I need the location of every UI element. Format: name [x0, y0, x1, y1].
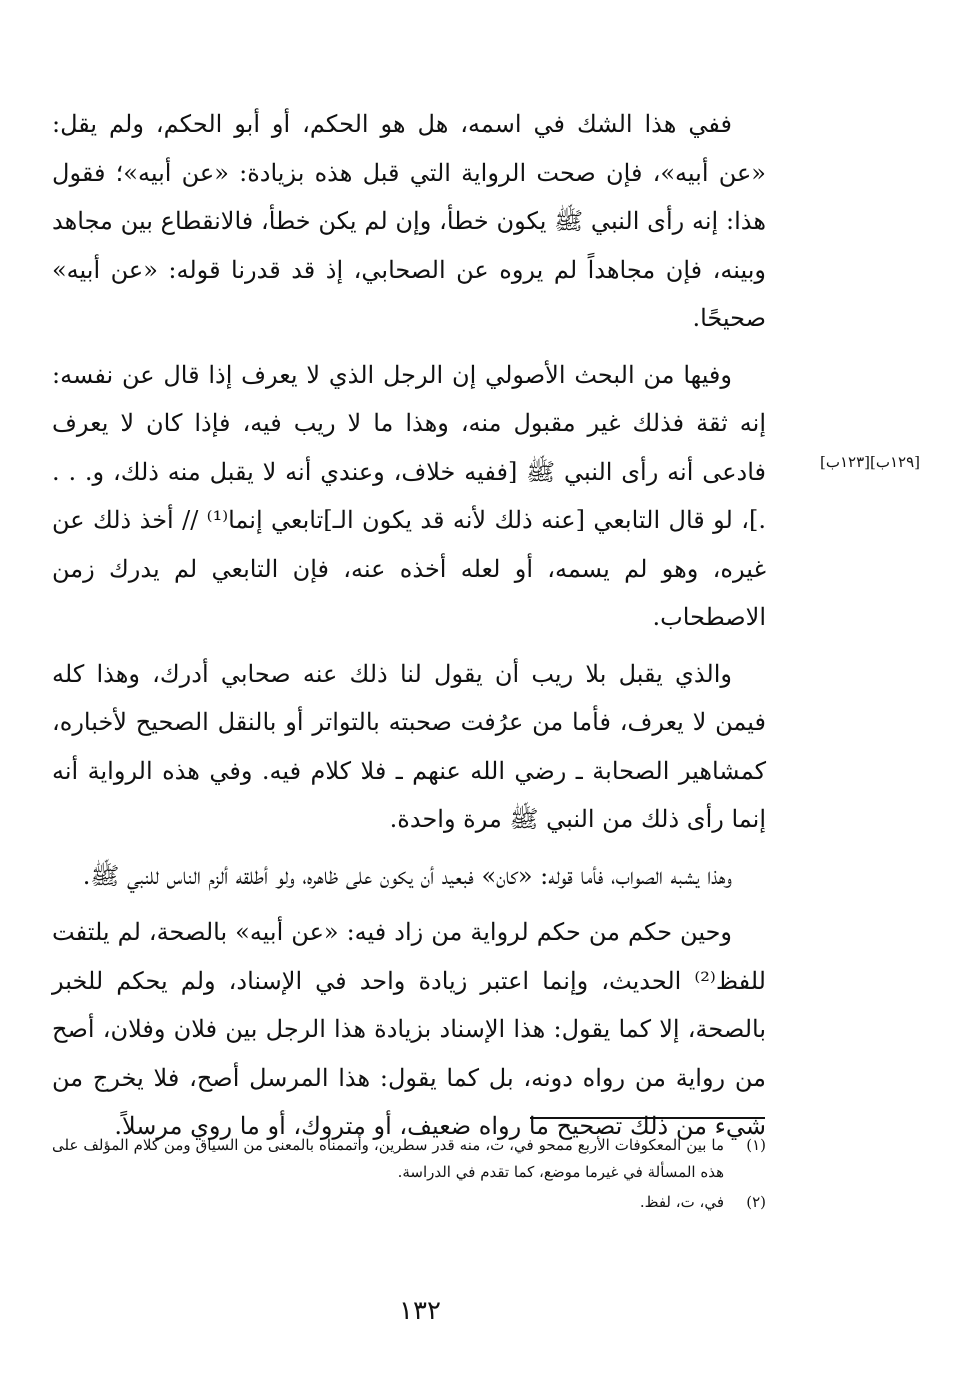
footnote-text: ما بين المعكوفات الأربع ممحو في، ت، منه قدر سطرين، وأتممناه بالمعنى من السياق ومن كلام المؤلف على هذه المسألة في غيرما موضع، كما تقدم في الدراسة.	[52, 1136, 724, 1181]
paragraph-3: والذي يقبل بلا ريب أن يقول لنا ذلك عنه صحابي أدرك، وهذا كله فيمن لا يعرف، فأما من عرُفت صحبته بالتواتر أو بالنقل الصحيح لأخباره، كمشاهير الصحابة ـ رضي الله عنهم ـ فلا كلام فيه. وفي هذه الرواية أنه إنما رأى ذلك من النبي ﷺ مرة واحدة.	[52, 659, 766, 833]
main-text	[52, 100, 766, 1151]
paragraph-5: وحين حكم من حكم لرواية من زاد فيه: «عن أبيه» بالصحة، لم يلتفت للفظ⁽²⁾ الحديث، وإنما اعتبر زيادة واحد في الإسناد، ولم يحكم للخبر بالصحة، إلا كما يقول: هذا الإسناد بزيادة هذا الرجل بين فلان وفلان، أصح من رواية من رواه دونه، بل كما يقول: هذا المرسل أصح، فلا يخرج من شيء من ذلك تصحيح ما رواه ضعيف، أو متروك، أو ما روي مرسلاً.	[52, 918, 766, 1140]
paragraph-4: وهذا يشبه الصواب، فأما قوله: «كان» فبعيد أن يكون على ظاهره، ولو أطلقه ألزم الناس للنبي ﷺ.	[82, 861, 732, 890]
manuscript-folio-reference: [١٢٩ب][١٢٣ب]	[819, 453, 920, 471]
paragraph-1: ففي هذا الشك في اسمه، هل هو الحكم، أو أبو الحكم، ولم يقل: «عن أبيه»، فإن صحت الرواية التي قبل هذه بزيادة: «عن أبيه»؛ فقول هذا: إنه رأى النبي ﷺ يكون خطأ، وإن لم يكن خطأ، فالانقطاع بين مجاهد وبينه، فإن مجاهداً لم يروه عن الصحابي، إذ قد قدرنا قوله: «عن أبيه» صحيحًا.	[52, 110, 766, 332]
footnotes	[52, 1132, 766, 1216]
footnote-number: (٢)	[746, 1193, 766, 1211]
footnote-number: (١)	[746, 1136, 766, 1154]
footnote-text: في، ت، لفظ.	[639, 1193, 724, 1211]
footnote-divider	[530, 1117, 765, 1119]
page-number: ١٣٢	[399, 1296, 441, 1326]
footnote-2	[52, 1189, 766, 1216]
footnote-1	[52, 1132, 766, 1186]
paragraph-2: وفيها من البحث الأصولي إن الرجل الذي لا يعرف إذا قال عن نفسه: إنه ثقة فذلك غير مقبول منه، وهذا ما لا ريب فيه، فإذا كان لا يعرف فادعى أنه رأى النبي ﷺ [ففيه خلاف، وعندي أنه لا يقبل منه ذلك، و. . . .]، لو قال التابعي [عنه ذلك لأنه قد يكون الـ]تابعي إنما⁽¹⁾ // أخذ ذلك عن غيره، وهو لم يسمه، أو لعله أخذه عنه، فإن التابعي لم يدرك زمن الاصطحاب.	[52, 360, 766, 631]
